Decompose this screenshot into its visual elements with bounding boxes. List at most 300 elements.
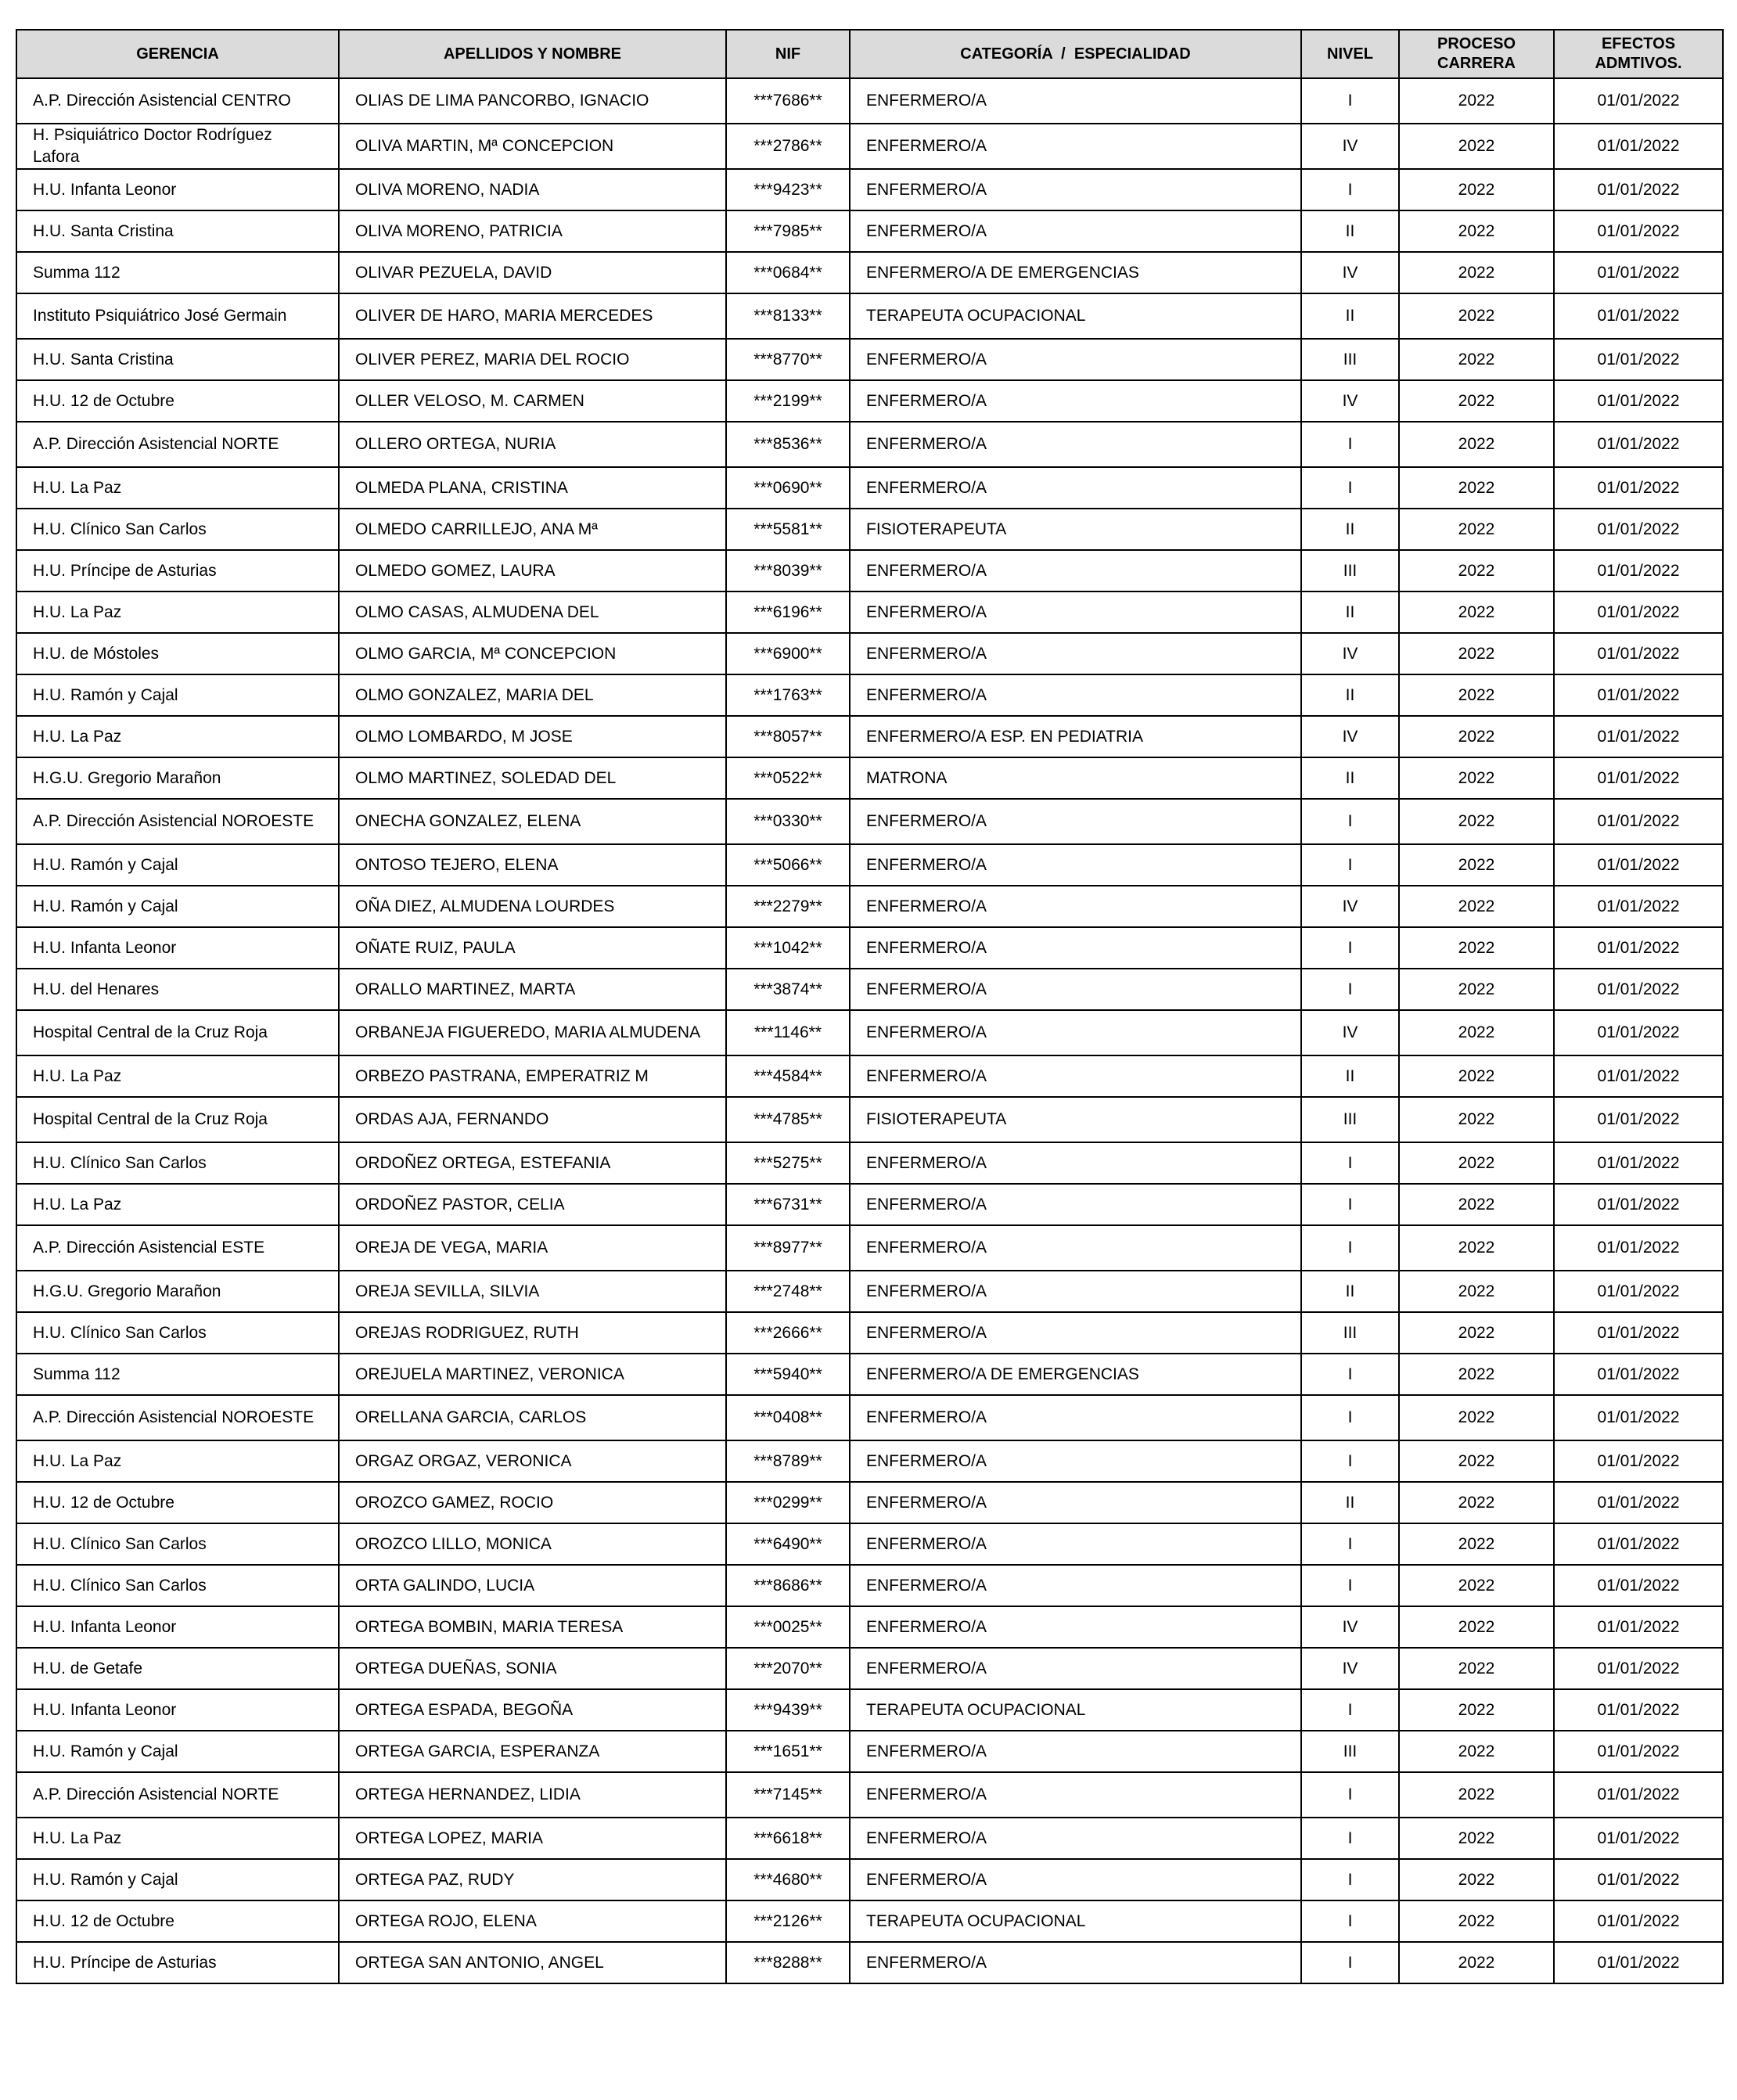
cell-nombre: ORTEGA DUEÑAS, SONIA bbox=[339, 1648, 726, 1689]
cell-nif: ***4584** bbox=[726, 1055, 850, 1097]
cell-efectos: 01/01/2022 bbox=[1554, 380, 1723, 422]
cell-categoria: ENFERMERO/A bbox=[850, 124, 1301, 169]
cell-nif: ***1042** bbox=[726, 927, 850, 969]
cell-nivel: I bbox=[1301, 1523, 1399, 1565]
cell-proceso: 2022 bbox=[1399, 757, 1554, 799]
cell-gerencia: A.P. Dirección Asistencial ESTE bbox=[16, 1225, 339, 1271]
cell-efectos: 01/01/2022 bbox=[1554, 1354, 1723, 1395]
table-row bbox=[16, 169, 1723, 210]
cell-nombre: OLMEDO GOMEZ, LAURA bbox=[339, 550, 726, 592]
table-row bbox=[16, 1818, 1723, 1859]
cell-gerencia: H. Psiquiátrico Doctor Rodríguez Lafora bbox=[16, 124, 339, 169]
cell-categoria: ENFERMERO/A bbox=[850, 886, 1301, 927]
table-row bbox=[16, 1395, 1723, 1440]
table-row bbox=[16, 1440, 1723, 1482]
cell-efectos: 01/01/2022 bbox=[1554, 1055, 1723, 1097]
cell-categoria: ENFERMERO/A bbox=[850, 927, 1301, 969]
cell-categoria: ENFERMERO/A bbox=[850, 467, 1301, 509]
cell-gerencia: H.U. de Móstoles bbox=[16, 633, 339, 674]
table-row bbox=[16, 1859, 1723, 1900]
personnel-table bbox=[16, 29, 1724, 1984]
cell-nivel: II bbox=[1301, 592, 1399, 633]
cell-proceso: 2022 bbox=[1399, 78, 1554, 124]
cell-proceso: 2022 bbox=[1399, 210, 1554, 252]
cell-nif: ***1651** bbox=[726, 1731, 850, 1772]
cell-nivel: III bbox=[1301, 339, 1399, 380]
cell-nif: ***8770** bbox=[726, 339, 850, 380]
cell-nif: ***6196** bbox=[726, 592, 850, 633]
cell-proceso: 2022 bbox=[1399, 509, 1554, 550]
cell-nombre: ORDOÑEZ PASTOR, CELIA bbox=[339, 1184, 726, 1225]
cell-efectos: 01/01/2022 bbox=[1554, 124, 1723, 169]
cell-proceso: 2022 bbox=[1399, 1312, 1554, 1354]
cell-proceso: 2022 bbox=[1399, 1859, 1554, 1900]
cell-efectos: 01/01/2022 bbox=[1554, 1859, 1723, 1900]
table-row bbox=[16, 210, 1723, 252]
cell-nivel: I bbox=[1301, 422, 1399, 467]
cell-gerencia: A.P. Dirección Asistencial CENTRO bbox=[16, 78, 339, 124]
cell-nivel: II bbox=[1301, 1482, 1399, 1523]
cell-nombre: OLMO GONZALEZ, MARIA DEL bbox=[339, 674, 726, 716]
cell-proceso: 2022 bbox=[1399, 886, 1554, 927]
cell-nivel: II bbox=[1301, 509, 1399, 550]
table-row bbox=[16, 1900, 1723, 1942]
cell-efectos: 01/01/2022 bbox=[1554, 716, 1723, 757]
cell-efectos: 01/01/2022 bbox=[1554, 969, 1723, 1010]
cell-nif: ***8039** bbox=[726, 550, 850, 592]
cell-efectos: 01/01/2022 bbox=[1554, 1184, 1723, 1225]
cell-proceso: 2022 bbox=[1399, 1440, 1554, 1482]
cell-nombre: ORTEGA BOMBIN, MARIA TERESA bbox=[339, 1606, 726, 1648]
cell-nivel: I bbox=[1301, 1942, 1399, 1983]
cell-categoria: FISIOTERAPEUTA bbox=[850, 1097, 1301, 1142]
cell-nombre: ORDOÑEZ ORTEGA, ESTEFANIA bbox=[339, 1142, 726, 1184]
cell-nombre: OÑA DIEZ, ALMUDENA LOURDES bbox=[339, 886, 726, 927]
cell-categoria: MATRONA bbox=[850, 757, 1301, 799]
table-row bbox=[16, 1606, 1723, 1648]
cell-nombre: OLLER VELOSO, M. CARMEN bbox=[339, 380, 726, 422]
cell-proceso: 2022 bbox=[1399, 252, 1554, 293]
table-row bbox=[16, 1731, 1723, 1772]
cell-proceso: 2022 bbox=[1399, 1565, 1554, 1606]
cell-efectos: 01/01/2022 bbox=[1554, 252, 1723, 293]
cell-nivel: I bbox=[1301, 169, 1399, 210]
cell-nif: ***5275** bbox=[726, 1142, 850, 1184]
cell-categoria: ENFERMERO/A bbox=[850, 1010, 1301, 1055]
cell-categoria: ENFERMERO/A bbox=[850, 1606, 1301, 1648]
cell-nombre: OLMEDO CARRILLEJO, ANA Mª bbox=[339, 509, 726, 550]
cell-nivel: II bbox=[1301, 1271, 1399, 1312]
cell-nif: ***5940** bbox=[726, 1354, 850, 1395]
table-row bbox=[16, 674, 1723, 716]
cell-nif: ***0684** bbox=[726, 252, 850, 293]
cell-categoria: ENFERMERO/A bbox=[850, 1395, 1301, 1440]
cell-proceso: 2022 bbox=[1399, 1648, 1554, 1689]
cell-proceso: 2022 bbox=[1399, 1271, 1554, 1312]
cell-nivel: II bbox=[1301, 674, 1399, 716]
cell-nivel: I bbox=[1301, 1900, 1399, 1942]
cell-nivel: I bbox=[1301, 1142, 1399, 1184]
cell-categoria: ENFERMERO/A bbox=[850, 1565, 1301, 1606]
cell-proceso: 2022 bbox=[1399, 799, 1554, 844]
cell-gerencia: H.U. Infanta Leonor bbox=[16, 927, 339, 969]
cell-gerencia: H.U. Santa Cristina bbox=[16, 339, 339, 380]
cell-categoria: ENFERMERO/A bbox=[850, 1055, 1301, 1097]
table-row bbox=[16, 969, 1723, 1010]
table-row bbox=[16, 1689, 1723, 1731]
cell-gerencia: H.U. La Paz bbox=[16, 1055, 339, 1097]
cell-nombre: ORBANEJA FIGUEREDO, MARIA ALMUDENA bbox=[339, 1010, 726, 1055]
cell-nif: ***6618** bbox=[726, 1818, 850, 1859]
table-row bbox=[16, 633, 1723, 674]
cell-proceso: 2022 bbox=[1399, 1184, 1554, 1225]
cell-nif: ***9423** bbox=[726, 169, 850, 210]
cell-nivel: III bbox=[1301, 1731, 1399, 1772]
table-row bbox=[16, 1312, 1723, 1354]
cell-efectos: 01/01/2022 bbox=[1554, 1942, 1723, 1983]
cell-nif: ***3874** bbox=[726, 969, 850, 1010]
cell-gerencia: H.U. La Paz bbox=[16, 1818, 339, 1859]
cell-nif: ***5581** bbox=[726, 509, 850, 550]
cell-nif: ***8789** bbox=[726, 1440, 850, 1482]
cell-proceso: 2022 bbox=[1399, 467, 1554, 509]
cell-gerencia: H.U. Infanta Leonor bbox=[16, 169, 339, 210]
header-proceso bbox=[1399, 30, 1554, 78]
header-efectos-line1: EFECTOS bbox=[1601, 35, 1676, 52]
cell-efectos: 01/01/2022 bbox=[1554, 509, 1723, 550]
cell-efectos: 01/01/2022 bbox=[1554, 1440, 1723, 1482]
cell-efectos: 01/01/2022 bbox=[1554, 1010, 1723, 1055]
table-row bbox=[16, 380, 1723, 422]
cell-nombre: OLMO GARCIA, Mª CONCEPCION bbox=[339, 633, 726, 674]
cell-nombre: OLMO LOMBARDO, M JOSE bbox=[339, 716, 726, 757]
table-row bbox=[16, 1772, 1723, 1818]
table-row bbox=[16, 886, 1723, 927]
table-row bbox=[16, 1523, 1723, 1565]
cell-efectos: 01/01/2022 bbox=[1554, 1731, 1723, 1772]
cell-nivel: I bbox=[1301, 1395, 1399, 1440]
cell-nivel: I bbox=[1301, 1565, 1399, 1606]
cell-categoria: ENFERMERO/A bbox=[850, 380, 1301, 422]
table-row bbox=[16, 1184, 1723, 1225]
cell-efectos: 01/01/2022 bbox=[1554, 1312, 1723, 1354]
cell-nombre: ORTEGA ROJO, ELENA bbox=[339, 1900, 726, 1942]
cell-efectos: 01/01/2022 bbox=[1554, 550, 1723, 592]
cell-categoria: ENFERMERO/A DE EMERGENCIAS bbox=[850, 1354, 1301, 1395]
cell-categoria: ENFERMERO/A ESP. EN PEDIATRIA bbox=[850, 716, 1301, 757]
cell-categoria: ENFERMERO/A bbox=[850, 1225, 1301, 1271]
cell-gerencia: H.U. Ramón y Cajal bbox=[16, 886, 339, 927]
cell-nombre: OREJA SEVILLA, SILVIA bbox=[339, 1271, 726, 1312]
cell-nif: ***0330** bbox=[726, 799, 850, 844]
cell-nombre: ORALLO MARTINEZ, MARTA bbox=[339, 969, 726, 1010]
table-row bbox=[16, 1010, 1723, 1055]
header-proceso-line2: CARRERA bbox=[1437, 55, 1516, 72]
cell-proceso: 2022 bbox=[1399, 1942, 1554, 1983]
cell-nivel: I bbox=[1301, 1440, 1399, 1482]
cell-nif: ***0408** bbox=[726, 1395, 850, 1440]
cell-proceso: 2022 bbox=[1399, 1395, 1554, 1440]
cell-categoria: ENFERMERO/A bbox=[850, 1271, 1301, 1312]
table-row bbox=[16, 293, 1723, 339]
cell-efectos: 01/01/2022 bbox=[1554, 1271, 1723, 1312]
table-row bbox=[16, 927, 1723, 969]
header-nif: NIF bbox=[726, 30, 850, 78]
cell-nivel: III bbox=[1301, 550, 1399, 592]
cell-nivel: II bbox=[1301, 210, 1399, 252]
cell-proceso: 2022 bbox=[1399, 1731, 1554, 1772]
cell-gerencia: H.U. La Paz bbox=[16, 716, 339, 757]
cell-nif: ***2279** bbox=[726, 886, 850, 927]
cell-nombre: OROZCO LILLO, MONICA bbox=[339, 1523, 726, 1565]
cell-nivel: IV bbox=[1301, 1010, 1399, 1055]
cell-nif: ***4785** bbox=[726, 1097, 850, 1142]
table-row bbox=[16, 252, 1723, 293]
cell-proceso: 2022 bbox=[1399, 1097, 1554, 1142]
cell-categoria: ENFERMERO/A bbox=[850, 1731, 1301, 1772]
cell-gerencia: Hospital Central de la Cruz Roja bbox=[16, 1097, 339, 1142]
cell-nivel: IV bbox=[1301, 1606, 1399, 1648]
cell-gerencia: H.U. Clínico San Carlos bbox=[16, 1565, 339, 1606]
header-categoria: CATEGORÍA / ESPECIALIDAD bbox=[850, 30, 1301, 78]
cell-efectos: 01/01/2022 bbox=[1554, 1097, 1723, 1142]
cell-gerencia: H.U. Clínico San Carlos bbox=[16, 1523, 339, 1565]
table-row bbox=[16, 467, 1723, 509]
cell-nombre: OLMEDA PLANA, CRISTINA bbox=[339, 467, 726, 509]
cell-proceso: 2022 bbox=[1399, 1482, 1554, 1523]
cell-nivel: IV bbox=[1301, 886, 1399, 927]
cell-nivel: IV bbox=[1301, 380, 1399, 422]
cell-nivel: I bbox=[1301, 1184, 1399, 1225]
cell-efectos: 01/01/2022 bbox=[1554, 592, 1723, 633]
cell-nombre: OREJUELA MARTINEZ, VERONICA bbox=[339, 1354, 726, 1395]
cell-categoria: ENFERMERO/A bbox=[850, 169, 1301, 210]
cell-efectos: 01/01/2022 bbox=[1554, 1772, 1723, 1818]
cell-efectos: 01/01/2022 bbox=[1554, 467, 1723, 509]
cell-nivel: I bbox=[1301, 969, 1399, 1010]
cell-gerencia: H.U. Príncipe de Asturias bbox=[16, 550, 339, 592]
cell-categoria: ENFERMERO/A bbox=[850, 1648, 1301, 1689]
cell-nivel: I bbox=[1301, 1354, 1399, 1395]
cell-proceso: 2022 bbox=[1399, 169, 1554, 210]
cell-gerencia: H.U. 12 de Octubre bbox=[16, 380, 339, 422]
cell-efectos: 01/01/2022 bbox=[1554, 799, 1723, 844]
cell-categoria: ENFERMERO/A bbox=[850, 799, 1301, 844]
cell-efectos: 01/01/2022 bbox=[1554, 1648, 1723, 1689]
cell-nivel: IV bbox=[1301, 1648, 1399, 1689]
header-nivel: NIVEL bbox=[1301, 30, 1399, 78]
table-row bbox=[16, 1055, 1723, 1097]
cell-nombre: ORTEGA LOPEZ, MARIA bbox=[339, 1818, 726, 1859]
cell-categoria: ENFERMERO/A bbox=[850, 1942, 1301, 1983]
cell-gerencia: H.U. La Paz bbox=[16, 1440, 339, 1482]
cell-categoria: ENFERMERO/A bbox=[850, 422, 1301, 467]
cell-gerencia: H.U. Infanta Leonor bbox=[16, 1689, 339, 1731]
table-body bbox=[16, 78, 1723, 1983]
cell-efectos: 01/01/2022 bbox=[1554, 78, 1723, 124]
cell-efectos: 01/01/2022 bbox=[1554, 1482, 1723, 1523]
cell-proceso: 2022 bbox=[1399, 422, 1554, 467]
cell-categoria: ENFERMERO/A bbox=[850, 844, 1301, 886]
table-row bbox=[16, 1942, 1723, 1983]
cell-gerencia: H.U. Santa Cristina bbox=[16, 210, 339, 252]
cell-categoria: ENFERMERO/A bbox=[850, 1440, 1301, 1482]
cell-efectos: 01/01/2022 bbox=[1554, 1395, 1723, 1440]
cell-gerencia: H.U. Ramón y Cajal bbox=[16, 674, 339, 716]
cell-nombre: OREJAS RODRIGUEZ, RUTH bbox=[339, 1312, 726, 1354]
cell-gerencia: H.G.U. Gregorio Marañon bbox=[16, 1271, 339, 1312]
cell-nif: ***2126** bbox=[726, 1900, 850, 1942]
cell-nif: ***6900** bbox=[726, 633, 850, 674]
cell-nombre: ONECHA GONZALEZ, ELENA bbox=[339, 799, 726, 844]
cell-efectos: 01/01/2022 bbox=[1554, 844, 1723, 886]
table-row bbox=[16, 716, 1723, 757]
cell-proceso: 2022 bbox=[1399, 969, 1554, 1010]
cell-categoria: ENFERMERO/A bbox=[850, 969, 1301, 1010]
cell-categoria: ENFERMERO/A bbox=[850, 1184, 1301, 1225]
cell-categoria: ENFERMERO/A bbox=[850, 1482, 1301, 1523]
cell-efectos: 01/01/2022 bbox=[1554, 210, 1723, 252]
cell-proceso: 2022 bbox=[1399, 1354, 1554, 1395]
table-row bbox=[16, 1354, 1723, 1395]
cell-gerencia: H.G.U. Gregorio Marañon bbox=[16, 757, 339, 799]
cell-nivel: I bbox=[1301, 1859, 1399, 1900]
table-row bbox=[16, 339, 1723, 380]
cell-categoria: ENFERMERO/A bbox=[850, 339, 1301, 380]
cell-gerencia: H.U. del Henares bbox=[16, 969, 339, 1010]
cell-nif: ***4680** bbox=[726, 1859, 850, 1900]
header-nombre: APELLIDOS Y NOMBRE bbox=[339, 30, 726, 78]
cell-nif: ***8977** bbox=[726, 1225, 850, 1271]
cell-nombre: OLIVA MORENO, NADIA bbox=[339, 169, 726, 210]
cell-categoria: ENFERMERO/A bbox=[850, 1523, 1301, 1565]
table-row bbox=[16, 592, 1723, 633]
cell-nombre: OLIVER DE HARO, MARIA MERCEDES bbox=[339, 293, 726, 339]
cell-categoria: FISIOTERAPEUTA bbox=[850, 509, 1301, 550]
cell-nivel: IV bbox=[1301, 633, 1399, 674]
cell-nivel: I bbox=[1301, 799, 1399, 844]
cell-nif: ***8057** bbox=[726, 716, 850, 757]
cell-nivel: I bbox=[1301, 1225, 1399, 1271]
cell-nombre: OLIVER PEREZ, MARIA DEL ROCIO bbox=[339, 339, 726, 380]
cell-categoria: ENFERMERO/A bbox=[850, 1772, 1301, 1818]
cell-gerencia: H.U. Clínico San Carlos bbox=[16, 509, 339, 550]
cell-efectos: 01/01/2022 bbox=[1554, 674, 1723, 716]
cell-gerencia: Summa 112 bbox=[16, 252, 339, 293]
cell-proceso: 2022 bbox=[1399, 1225, 1554, 1271]
cell-proceso: 2022 bbox=[1399, 844, 1554, 886]
cell-gerencia: A.P. Dirección Asistencial NORTE bbox=[16, 1772, 339, 1818]
cell-efectos: 01/01/2022 bbox=[1554, 1689, 1723, 1731]
cell-nif: ***0522** bbox=[726, 757, 850, 799]
table-row bbox=[16, 422, 1723, 467]
cell-efectos: 01/01/2022 bbox=[1554, 757, 1723, 799]
cell-nivel: IV bbox=[1301, 124, 1399, 169]
cell-nif: ***8536** bbox=[726, 422, 850, 467]
cell-nif: ***2748** bbox=[726, 1271, 850, 1312]
cell-nif: ***5066** bbox=[726, 844, 850, 886]
cell-proceso: 2022 bbox=[1399, 674, 1554, 716]
cell-nif: ***9439** bbox=[726, 1689, 850, 1731]
header-efectos-line2: ADMTIVOS. bbox=[1595, 55, 1682, 72]
cell-nivel: IV bbox=[1301, 716, 1399, 757]
cell-categoria: TERAPEUTA OCUPACIONAL bbox=[850, 293, 1301, 339]
cell-efectos: 01/01/2022 bbox=[1554, 169, 1723, 210]
cell-categoria: ENFERMERO/A bbox=[850, 1312, 1301, 1354]
cell-nif: ***7985** bbox=[726, 210, 850, 252]
cell-nivel: III bbox=[1301, 1312, 1399, 1354]
cell-nombre: ORTEGA ESPADA, BEGOÑA bbox=[339, 1689, 726, 1731]
cell-proceso: 2022 bbox=[1399, 1523, 1554, 1565]
cell-nombre: OLIVA MARTIN, Mª CONCEPCION bbox=[339, 124, 726, 169]
cell-nif: ***6731** bbox=[726, 1184, 850, 1225]
cell-nombre: OLMO CASAS, ALMUDENA DEL bbox=[339, 592, 726, 633]
cell-categoria: ENFERMERO/A bbox=[850, 1142, 1301, 1184]
cell-nombre: ORGAZ ORGAZ, VERONICA bbox=[339, 1440, 726, 1482]
cell-nivel: II bbox=[1301, 757, 1399, 799]
cell-categoria: ENFERMERO/A bbox=[850, 633, 1301, 674]
cell-categoria: ENFERMERO/A bbox=[850, 674, 1301, 716]
cell-nif: ***7145** bbox=[726, 1772, 850, 1818]
cell-gerencia: H.U. Ramón y Cajal bbox=[16, 1731, 339, 1772]
cell-nif: ***2070** bbox=[726, 1648, 850, 1689]
cell-nif: ***6490** bbox=[726, 1523, 850, 1565]
cell-proceso: 2022 bbox=[1399, 380, 1554, 422]
cell-efectos: 01/01/2022 bbox=[1554, 1900, 1723, 1942]
table-row bbox=[16, 1482, 1723, 1523]
cell-gerencia: H.U. Clínico San Carlos bbox=[16, 1142, 339, 1184]
cell-nif: ***0025** bbox=[726, 1606, 850, 1648]
cell-efectos: 01/01/2022 bbox=[1554, 1142, 1723, 1184]
cell-nif: ***8686** bbox=[726, 1565, 850, 1606]
cell-proceso: 2022 bbox=[1399, 1818, 1554, 1859]
cell-proceso: 2022 bbox=[1399, 1142, 1554, 1184]
cell-efectos: 01/01/2022 bbox=[1554, 927, 1723, 969]
cell-nif: ***1146** bbox=[726, 1010, 850, 1055]
cell-proceso: 2022 bbox=[1399, 550, 1554, 592]
table-row bbox=[16, 799, 1723, 844]
cell-nivel: I bbox=[1301, 1772, 1399, 1818]
cell-nivel: II bbox=[1301, 293, 1399, 339]
cell-nif: ***7686** bbox=[726, 78, 850, 124]
table-row bbox=[16, 757, 1723, 799]
cell-gerencia: A.P. Dirección Asistencial NORTE bbox=[16, 422, 339, 467]
cell-efectos: 01/01/2022 bbox=[1554, 886, 1723, 927]
table-row bbox=[16, 1271, 1723, 1312]
cell-nivel: III bbox=[1301, 1097, 1399, 1142]
header-efectos bbox=[1554, 30, 1723, 78]
cell-proceso: 2022 bbox=[1399, 592, 1554, 633]
header-row bbox=[16, 30, 1723, 78]
cell-gerencia: Hospital Central de la Cruz Roja bbox=[16, 1010, 339, 1055]
cell-nombre: ORTEGA SAN ANTONIO, ANGEL bbox=[339, 1942, 726, 1983]
cell-gerencia: Summa 112 bbox=[16, 1354, 339, 1395]
cell-gerencia: H.U. La Paz bbox=[16, 467, 339, 509]
cell-nivel: I bbox=[1301, 1818, 1399, 1859]
cell-gerencia: H.U. Ramón y Cajal bbox=[16, 844, 339, 886]
cell-efectos: 01/01/2022 bbox=[1554, 422, 1723, 467]
cell-nif: ***8288** bbox=[726, 1942, 850, 1983]
cell-nif: ***2199** bbox=[726, 380, 850, 422]
cell-gerencia: H.U. de Getafe bbox=[16, 1648, 339, 1689]
cell-gerencia: H.U. 12 de Octubre bbox=[16, 1482, 339, 1523]
cell-categoria: ENFERMERO/A DE EMERGENCIAS bbox=[850, 252, 1301, 293]
cell-nif: ***1763** bbox=[726, 674, 850, 716]
cell-nif: ***2786** bbox=[726, 124, 850, 169]
cell-efectos: 01/01/2022 bbox=[1554, 1565, 1723, 1606]
cell-nombre: ORBEZO PASTRANA, EMPERATRIZ M bbox=[339, 1055, 726, 1097]
cell-proceso: 2022 bbox=[1399, 1772, 1554, 1818]
